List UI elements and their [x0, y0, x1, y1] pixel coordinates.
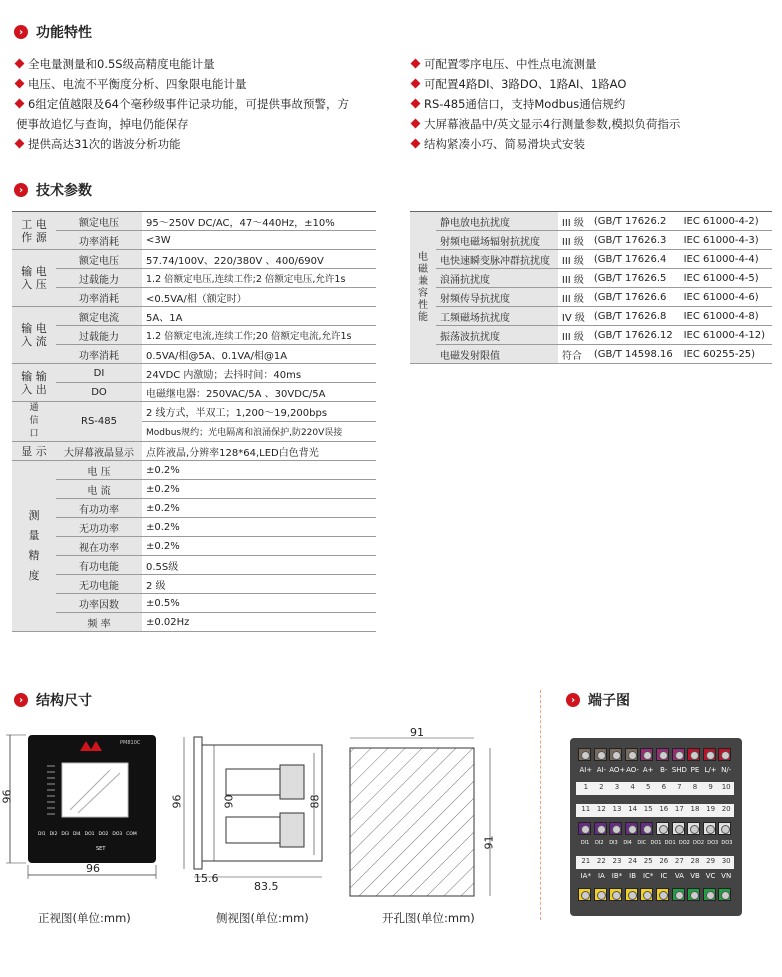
terminal-screw — [656, 748, 669, 761]
terminal-label: N/- — [721, 766, 732, 774]
param-label: 无功电能 — [56, 575, 142, 594]
terminal-label: AO+ — [609, 766, 626, 774]
emc-level: III 级 — [558, 250, 590, 269]
terminal-number: 13 — [612, 805, 622, 813]
tech-title: 技术参数 — [36, 183, 92, 199]
terminal-number: 29 — [706, 857, 716, 865]
param-value: ±0.02Hz — [142, 613, 376, 632]
terminal-label: DI3 — [609, 840, 618, 846]
terminal-number: 15 — [643, 805, 653, 813]
terminal-label: AI+ — [579, 766, 593, 774]
terminal-screw — [718, 822, 731, 835]
param-label: 功率消耗 — [56, 345, 142, 364]
param-value: 0.5S级 — [142, 556, 376, 575]
param-value: 点阵液晶,分辨率128*64,LED白色背光 — [142, 442, 376, 461]
param-label: RS-485 — [56, 402, 142, 442]
terminal-number: 17 — [674, 805, 684, 813]
param-value: ±0.2% — [142, 461, 376, 480]
terminal-screw — [640, 822, 653, 835]
terminal-number: 26 — [659, 857, 669, 865]
terminal-screw — [687, 748, 700, 761]
led-label: DO2 — [98, 832, 109, 837]
terminal-screw — [594, 748, 607, 761]
terminal-number: 22 — [596, 857, 606, 865]
terminal-number: 3 — [614, 783, 620, 791]
terminal-label: IA — [597, 872, 605, 880]
features-heading — [14, 22, 92, 42]
param-label: 过载能力 — [56, 326, 142, 345]
terminal-label: DO1 — [664, 840, 676, 846]
terminal-label: IC* — [642, 872, 654, 880]
terminal-label: IC — [660, 872, 668, 880]
emc-gb: (GB/T 14598.16 — [590, 345, 680, 364]
terminal-label: DI4 — [623, 840, 632, 846]
terminal-label: DO2 — [693, 840, 705, 846]
param-label: 电 压 — [56, 461, 142, 480]
param-label: 电 流 — [56, 480, 142, 499]
model-label: PM810C — [120, 740, 141, 746]
emc-gb: (GB/T 17626.8 — [590, 307, 680, 326]
terminal-number: 25 — [643, 857, 653, 865]
param-label: 额定电压 — [56, 212, 142, 231]
cutout-drawing — [340, 728, 510, 908]
feature-item: 电压、电流不平衡度分析、四象限电能计量 — [16, 74, 396, 94]
terminal-number: 5 — [645, 783, 651, 791]
terminal-label: VC — [705, 872, 716, 880]
terminal-label: IB — [629, 872, 637, 880]
emc-level: III 级 — [558, 212, 590, 231]
emc-table — [410, 211, 772, 364]
param-value: 电磁继电器：250VAC/5A 、30VDC/5A — [142, 383, 376, 402]
terminal-screw — [578, 888, 591, 901]
terminal-screw — [656, 888, 669, 901]
terminal-screw — [625, 748, 638, 761]
terminal-number: 28 — [690, 857, 700, 865]
param-value: 1.2 倍额定电流,连续工作;20 倍额定电流,允许1s — [142, 326, 376, 345]
features-title: 功能特性 — [36, 25, 92, 41]
param-value: <3W — [142, 231, 376, 250]
front-width-dim: 96 — [86, 862, 100, 875]
led-label: DO3 — [112, 832, 123, 837]
group-accuracy: 测 量 精 度 — [12, 461, 56, 632]
emc-iec: IEC 61000-4-8) — [680, 307, 772, 326]
terminal-label: DIC — [637, 840, 647, 846]
param-value: 5A、1A — [142, 307, 376, 326]
led-label: DI2 — [49, 832, 58, 837]
param-label: 额定电流 — [56, 307, 142, 326]
terminal-number: 11 — [581, 805, 591, 813]
param-value: 2 线方式，半双工；1,200～19,200bps — [142, 402, 376, 422]
terminal-screw — [578, 822, 591, 835]
emc-iec: IEC 61000-4-4) — [680, 250, 772, 269]
terminal-label: DO2 — [678, 840, 690, 846]
cutout-caption: 开孔图(单位:mm) — [382, 911, 475, 925]
param-value: ±0.2% — [142, 518, 376, 537]
emc-iec: IEC 61000-4-12) — [680, 326, 772, 345]
terminal-screw — [609, 888, 622, 901]
param-value: ±0.2% — [142, 499, 376, 518]
emc-gb: (GB/T 17626.3 — [590, 231, 680, 250]
front-view-caption: 正视图(单位:mm) — [38, 911, 131, 925]
terminal-label: B- — [660, 766, 668, 774]
terminal-number: 8 — [692, 783, 698, 791]
param-value: 2 级 — [142, 575, 376, 594]
front-height-dim: 96 — [0, 789, 14, 804]
terminal-number: 20 — [721, 805, 731, 813]
features-left — [16, 54, 396, 154]
terminal-screw — [718, 748, 731, 761]
terminal-label: AI- — [596, 766, 607, 774]
structure-title: 结构尺寸 — [36, 693, 92, 709]
param-value: ±0.2% — [142, 480, 376, 499]
emc-label: 静电放电抗扰度 — [436, 212, 558, 231]
terminal-label: IA* — [580, 872, 591, 880]
terminal-number: 1 — [583, 783, 589, 791]
terminal-label: DI1 — [580, 840, 590, 846]
terminal-title: 端子图 — [588, 693, 630, 709]
terminal-screw — [625, 822, 638, 835]
emc-gb: (GB/T 17626.6 — [590, 288, 680, 307]
feature-item: 6组定值越限及64个毫秒级事件记录功能，可提供事故预警，方 — [16, 94, 396, 114]
structure-heading — [14, 690, 92, 710]
param-value: 24VDC 内激励；去抖时间：40ms — [142, 364, 376, 383]
group-comm: 通 信 口 — [12, 402, 56, 442]
terminal-screw — [718, 888, 731, 901]
side-width-83-5: 83.5 — [254, 880, 279, 893]
param-label: 有功电能 — [56, 556, 142, 575]
terminal-label: IB* — [611, 872, 623, 880]
terminal-number: 14 — [628, 805, 638, 813]
led-label: DO1 — [84, 832, 95, 837]
param-label: 无功功率 — [56, 518, 142, 537]
cutout-width-dim: 91 — [410, 726, 424, 739]
terminal-label: DO3 — [721, 840, 733, 846]
terminal-number: 6 — [661, 783, 667, 791]
terminal-number: 10 — [721, 783, 731, 791]
feature-item-continued: 便事故追忆与查询，掉电仍能保存 — [16, 117, 189, 131]
led-label: COM — [126, 832, 137, 837]
terminal-screw — [578, 748, 591, 761]
emc-iec: IEC 61000-4-3) — [680, 231, 772, 250]
emc-level: III 级 — [558, 326, 590, 345]
param-label: 额定电压 — [56, 250, 142, 269]
param-label: 功率因数 — [56, 594, 142, 613]
terminal-screw — [609, 748, 622, 761]
group-io: 输 输 入 出 — [12, 364, 56, 402]
terminal-label: VN — [721, 872, 732, 880]
emc-iec: IEC 61000-4-6) — [680, 288, 772, 307]
param-label: DO — [56, 383, 142, 402]
terminal-screw — [672, 888, 685, 901]
terminal-screw — [687, 888, 700, 901]
terminal-screw — [640, 888, 653, 901]
terminal-screw — [594, 888, 607, 901]
param-value: 0.5VA/相@5A、0.1VA/相@1A — [142, 345, 376, 364]
terminal-number: 16 — [659, 805, 669, 813]
emc-label: 射频电磁场辐射抗扰度 — [436, 231, 558, 250]
param-label: 功率消耗 — [56, 231, 142, 250]
group-voltage: 输 电 入 压 — [12, 250, 56, 307]
terminal-number: 21 — [581, 857, 591, 865]
cutout-height-dim: 91 — [482, 835, 496, 850]
feature-item: RS-485通信口，支持Modbus通信规约 — [412, 94, 772, 114]
terminal-label: PE — [690, 766, 700, 774]
tech-heading — [14, 180, 92, 200]
group-power: 工 电 作 源 — [12, 212, 56, 250]
emc-level: III 级 — [558, 231, 590, 250]
emc-level: IV 级 — [558, 307, 590, 326]
terminal-number: 30 — [721, 857, 731, 865]
terminal-number: 18 — [690, 805, 700, 813]
emc-label: 振荡波抗扰度 — [436, 326, 558, 345]
chevron-right-icon: › — [14, 183, 28, 197]
emc-level: III 级 — [558, 288, 590, 307]
emc-level: III 级 — [558, 269, 590, 288]
terminal-label: VB — [690, 872, 700, 880]
terminal-label: A+ — [642, 766, 654, 774]
terminal-number: 2 — [599, 783, 604, 791]
terminal-label: SHD — [671, 766, 687, 774]
terminal-label: AO- — [626, 766, 640, 774]
emc-iec: IEC 61000-4-2) — [680, 212, 772, 231]
side-height-90: 90 — [222, 794, 236, 809]
terminal-heading — [566, 690, 630, 710]
terminal-number: 27 — [674, 857, 684, 865]
tech-params-table — [12, 211, 376, 632]
terminal-number: 9 — [708, 783, 713, 791]
group-emc: 电 磁 兼 容 性 能 — [410, 212, 436, 364]
led-label: DI1 — [38, 832, 46, 837]
front-view-drawing — [0, 725, 170, 905]
feature-item: 全电量测量和0.5S级高精度电能计量 — [16, 54, 396, 74]
led-label: DI3 — [61, 832, 69, 837]
emc-label: 工频磁场抗扰度 — [436, 307, 558, 326]
param-label: 频 率 — [56, 613, 142, 632]
feature-item: 大屏幕液晶中/英文显示4行测量参数,模拟负荷指示 — [412, 114, 772, 134]
param-value: <0.5VA/相（额定时） — [142, 288, 376, 307]
emc-gb: (GB/T 17626.2 — [590, 212, 680, 231]
terminal-screw — [609, 822, 622, 835]
feature-item: 可配置零序电压、中性点电流测量 — [412, 54, 772, 74]
chevron-right-icon: › — [14, 693, 28, 707]
side-height-96: 96 — [170, 794, 184, 809]
emc-gb: (GB/T 17626.12 — [590, 326, 680, 345]
param-label: 有功功率 — [56, 499, 142, 518]
features-right — [412, 54, 772, 154]
side-width-15-6: 15.6 — [194, 872, 219, 885]
terminal-label: DO1 — [650, 840, 662, 846]
param-label: 视在功率 — [56, 537, 142, 556]
terminal-number: 4 — [630, 783, 635, 791]
param-label: 功率消耗 — [56, 288, 142, 307]
terminal-screw — [672, 748, 685, 761]
terminal-screw — [687, 822, 700, 835]
param-value: ±0.2% — [142, 537, 376, 556]
group-display: 显 示 — [12, 442, 56, 461]
terminal-screw — [640, 748, 653, 761]
emc-label: 电快速瞬变脉冲群抗扰度 — [436, 250, 558, 269]
terminal-block — [570, 738, 742, 916]
terminal-number: 24 — [628, 857, 638, 865]
side-height-88: 88 — [308, 794, 322, 809]
param-label: 大屏幕液晶显示 — [56, 442, 142, 461]
set-key-label: SET — [96, 846, 106, 852]
emc-gb: (GB/T 17626.5 — [590, 269, 680, 288]
param-value: 57.74/100V、220/380V 、400/690V — [142, 250, 376, 269]
terminal-screw — [703, 822, 716, 835]
feature-item: 提供高达31次的谐波分析功能 — [16, 134, 396, 154]
terminal-number: 19 — [706, 805, 716, 813]
param-value: Modbus规约；光电隔离和浪涌保护,防220V误接 — [142, 422, 376, 442]
param-value: 95～250V DC/AC，47～440Hz，±10% — [142, 212, 376, 231]
param-value: ±0.5% — [142, 594, 376, 613]
terminal-screw — [703, 888, 716, 901]
terminal-screw — [594, 822, 607, 835]
terminal-number: 7 — [677, 783, 682, 791]
emc-label: 电磁发射限值 — [436, 345, 558, 364]
param-label: DI — [56, 364, 142, 383]
emc-gb: (GB/T 17626.4 — [590, 250, 680, 269]
terminal-number: 12 — [596, 805, 606, 813]
terminal-screw — [625, 888, 638, 901]
emc-iec: IEC 61000-4-5) — [680, 269, 772, 288]
side-view-caption: 侧视图(单位:mm) — [216, 911, 309, 925]
terminal-label: VA — [674, 872, 684, 880]
section-divider — [540, 690, 541, 920]
emc-label: 浪涌抗扰度 — [436, 269, 558, 288]
terminal-screw — [672, 822, 685, 835]
terminal-label: DO3 — [707, 840, 719, 846]
param-label: 过载能力 — [56, 269, 142, 288]
terminal-screw — [703, 748, 716, 761]
terminal-label: L/+ — [704, 766, 717, 774]
emc-label: 射频传导抗扰度 — [436, 288, 558, 307]
led-row — [38, 832, 137, 837]
feature-item: 结构紧凑小巧、简易滑块式安装 — [412, 134, 772, 154]
group-current: 输 电 入 流 — [12, 307, 56, 364]
param-value: 1.2 倍额定电压,连续工作;2 倍额定电压,允许1s — [142, 269, 376, 288]
chevron-right-icon: › — [14, 25, 28, 39]
led-label: DI4 — [72, 832, 81, 837]
terminal-label: DI2 — [595, 840, 604, 846]
terminal-screw — [656, 822, 669, 835]
emc-iec: IEC 60255-25) — [680, 345, 772, 364]
terminal-number: 23 — [612, 857, 622, 865]
emc-level: 符合 — [558, 345, 590, 364]
chevron-right-icon: › — [566, 693, 580, 707]
feature-item: 可配置4路DI、3路DO、1路AI、1路AO — [412, 74, 772, 94]
